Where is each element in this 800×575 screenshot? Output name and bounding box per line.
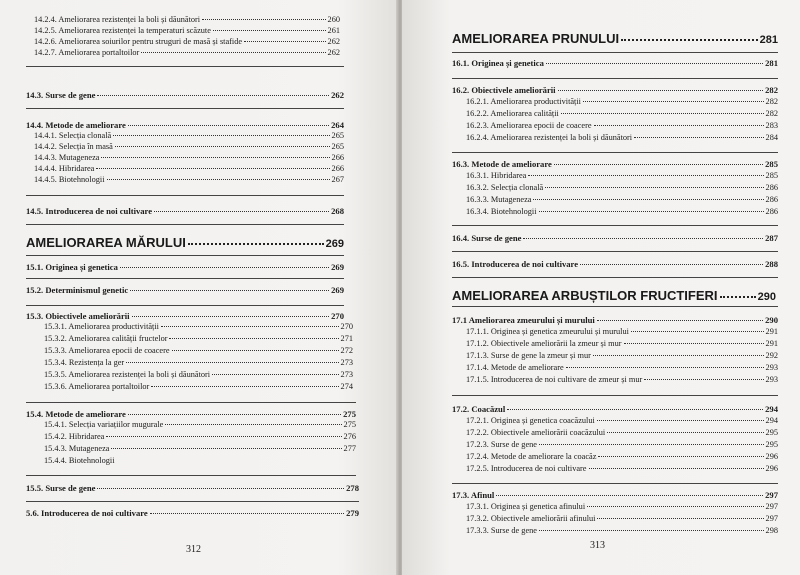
page-number: 313 [590,540,605,551]
dot-leader [539,211,764,212]
dot-leader [631,331,764,332]
dot-leader [634,137,763,138]
chapter-heading: AMELIORAREA ARBUȘTILOR FRUCTIFERI 290 [452,288,776,303]
dot-leader [496,495,763,496]
toc-entry: 15.4.2. Hibridarea 276 [44,432,356,441]
toc-section: 15.5. Surse de gene 278 [26,483,359,493]
section-divider [26,475,356,476]
right-page [402,0,800,575]
toc-section: 16.3. Metode de ameliorare 285 [452,159,778,169]
toc-section: 16.4. Surse de gene 287 [452,233,778,243]
toc-section: 14.3. Surse de gene 262 [26,90,344,100]
dot-leader [589,468,764,469]
toc-section: 15.1. Originea și genetica 269 [26,262,344,272]
toc-entry: 17.1.2. Obiectivele ameliorării la zmeur și mur 291 [466,339,778,348]
toc-entry: 15.4.4. Biotehnologii [44,456,115,465]
toc-entry: 15.3.6. Ameliorarea portaltoilor 274 [44,382,353,391]
chapter-heading: AMELIORAREA MĂRULUI 269 [26,235,344,250]
chapter-heading: AMELIORAREA PRUNULUI 281 [452,31,778,46]
toc-entry: 17.3.3. Surse de gene 298 [466,526,778,535]
toc-entry: 16.3.4. Biotehnologii 286 [466,207,778,216]
dot-leader [169,338,338,339]
dot-leader [188,243,324,245]
toc-entry: 14.4.2. Selecția în masă 265 [34,142,344,151]
section-divider [26,402,356,403]
dot-leader [546,63,763,64]
toc-section: 16.2. Obiectivele ameliorării 282 [452,85,778,95]
dot-leader [594,125,764,126]
dot-leader [597,320,763,321]
toc-section: 16.1. Originea și genetica 281 [452,58,778,68]
section-divider [452,277,778,278]
toc-entry: 14.4.1. Selecția clonală 265 [34,131,344,140]
dot-leader [150,513,344,514]
section-divider [26,305,344,306]
dot-leader [130,290,329,291]
section-divider [452,52,778,53]
dot-leader [161,326,339,327]
toc-entry: 15.3.5. Ameliorarea rezistenței la boli și dăunători 273 [44,370,353,379]
toc-entry: 17.2.1. Originea și genetica coacăzului 294 [466,416,778,425]
toc-section: 17.1 Ameliorarea zmeurului și murului 290 [452,315,778,325]
section-divider [26,195,344,196]
toc-entry: 15.4.3. Mutageneza 277 [44,444,356,453]
toc-entry: 16.2.1. Ameliorarea productivității 282 [466,97,778,106]
dot-leader [141,52,325,53]
toc-entry: 17.2.3. Surse de gene 295 [466,440,778,449]
toc-section: 15.4. Metode de ameliorare 275 [26,409,356,419]
toc-entry: 17.3.2. Obiectivele ameliorării afinului 297 [466,514,778,523]
toc-entry: 15.3.4. Rezistența la ger 273 [44,358,353,367]
toc-entry: 17.1.3. Surse de gene la zmeur și mur 292 [466,351,778,360]
toc-entry: 14.2.5. Ameliorarea rezistenței la temperaturi scăzute 261 [34,26,340,35]
dot-leader [720,296,756,298]
dot-leader [558,90,764,91]
dot-leader [598,456,763,457]
toc-entry: 15.3.3. Ameliorarea epocii de coacere 272 [44,346,353,355]
toc-entry: 17.2.5. Introducerea de noi cultivare 296 [466,464,778,473]
dot-leader [151,386,338,387]
dot-leader [113,135,329,136]
toc-entry: 14.2.4. Ameliorarea rezistenței la boli și dăunători 260 [34,15,340,24]
toc-section: 15.2. Determinismul genetic 269 [26,285,344,295]
dot-leader [597,420,764,421]
toc-entry: 17.1.5. Introducerea de noi cultivare de zmeur și mur 293 [466,375,778,384]
toc-entry: 16.2.2. Ameliorarea calității 282 [466,109,778,118]
dot-leader [244,41,325,42]
toc-entry: 16.3.2. Selecția clonală 286 [466,183,778,192]
toc-entry: 17.1.1. Originea și genetica zmeurului și murului 291 [466,327,778,336]
dot-leader [624,343,764,344]
section-divider [452,395,778,396]
toc-entry: 17.1.4. Metode de ameliorare 293 [466,363,778,372]
dot-leader [528,175,763,176]
dot-leader [554,164,763,165]
section-divider [26,108,344,109]
toc-entry: 14.2.6. Ameliorarea soiurilor pentru struguri de masă și stafide 262 [34,37,340,46]
dot-leader [539,444,764,445]
toc-entry: 17.3.1. Originea și genetica afinului 297 [466,502,778,511]
section-divider [452,306,778,307]
toc-entry: 16.3.1. Hibridarea 285 [466,171,778,180]
section-divider [26,66,344,67]
toc-section: 15.3. Obiectivele ameliorării 270 [26,311,344,321]
toc-section: 5.6. Introducerea de noi cultivare 279 [26,508,359,518]
toc-entry: 17.2.4. Metode de ameliorare la coacăz 296 [466,452,778,461]
dot-leader [621,39,758,41]
toc-entry: 14.2.7. Ameliorarea portaltoilor 262 [34,48,340,57]
page-number: 312 [186,544,201,555]
dot-leader [128,414,341,415]
toc-entry: 15.3.2. Ameliorarea calității fructelor 271 [44,334,353,343]
toc-entry: 16.3.3. Mutageneza 286 [466,195,778,204]
section-divider [452,152,778,153]
section-divider [26,501,359,502]
dot-leader [583,101,764,102]
section-divider [452,251,778,252]
dot-leader [539,530,764,531]
toc-section: 14.4. Metode de ameliorare 264 [26,120,344,130]
dot-leader [126,362,338,363]
dot-leader [111,448,341,449]
dot-leader [165,424,341,425]
dot-leader [97,95,329,96]
left-page [0,0,398,575]
toc-entry: 16.2.3. Ameliorarea epocii de coacere 283 [466,121,778,130]
dot-leader [106,436,341,437]
toc-entry: 14.4.5. Biotehnologii 267 [34,175,344,184]
toc-section: 17.3. Afinul 297 [452,490,778,500]
toc-entry: 16.2.4. Ameliorarea rezistenței la boli și dăunători 284 [466,133,778,142]
dot-leader [120,267,329,268]
toc-entry: 15.3.1. Ameliorarea productivității 270 [44,322,353,331]
dot-leader [128,125,329,126]
dot-leader [561,113,764,114]
dot-leader [545,187,763,188]
dot-leader [115,146,330,147]
toc-section: 14.5. Introducerea de noi cultivare 268 [26,206,344,216]
dot-leader [107,179,330,180]
dot-leader [154,211,329,212]
dot-leader [202,19,325,20]
dot-leader [607,432,763,433]
dot-leader [523,238,763,239]
dot-leader [96,168,329,169]
section-divider [26,224,344,225]
dot-leader [213,30,326,31]
dot-leader [644,379,763,380]
dot-leader [587,506,763,507]
dot-leader [212,374,338,375]
dot-leader [507,409,763,410]
section-divider [452,78,778,79]
dot-leader [597,518,763,519]
dot-leader [97,488,344,489]
toc-entry: 14.4.3. Mutageneza 266 [34,153,344,162]
section-divider [452,225,778,226]
toc-section: 17.2. Coacăzul 294 [452,404,778,414]
dot-leader [533,199,763,200]
dot-leader [580,264,763,265]
section-divider [452,483,778,484]
dot-leader [101,157,329,158]
toc-entry: 15.4.1. Selecția variațiilor mugurale 275 [44,420,356,429]
dot-leader [132,316,330,317]
section-divider [26,278,344,279]
dot-leader [593,355,764,356]
dot-leader [566,367,764,368]
toc-section: 16.5. Introducerea de noi cultivare 288 [452,259,778,269]
toc-entry: 14.4.4. Hibridarea 266 [34,164,344,173]
section-divider [26,255,344,256]
dot-leader [172,350,339,351]
toc-entry: 17.2.2. Obiectivele ameliorării coacăzului 295 [466,428,778,437]
